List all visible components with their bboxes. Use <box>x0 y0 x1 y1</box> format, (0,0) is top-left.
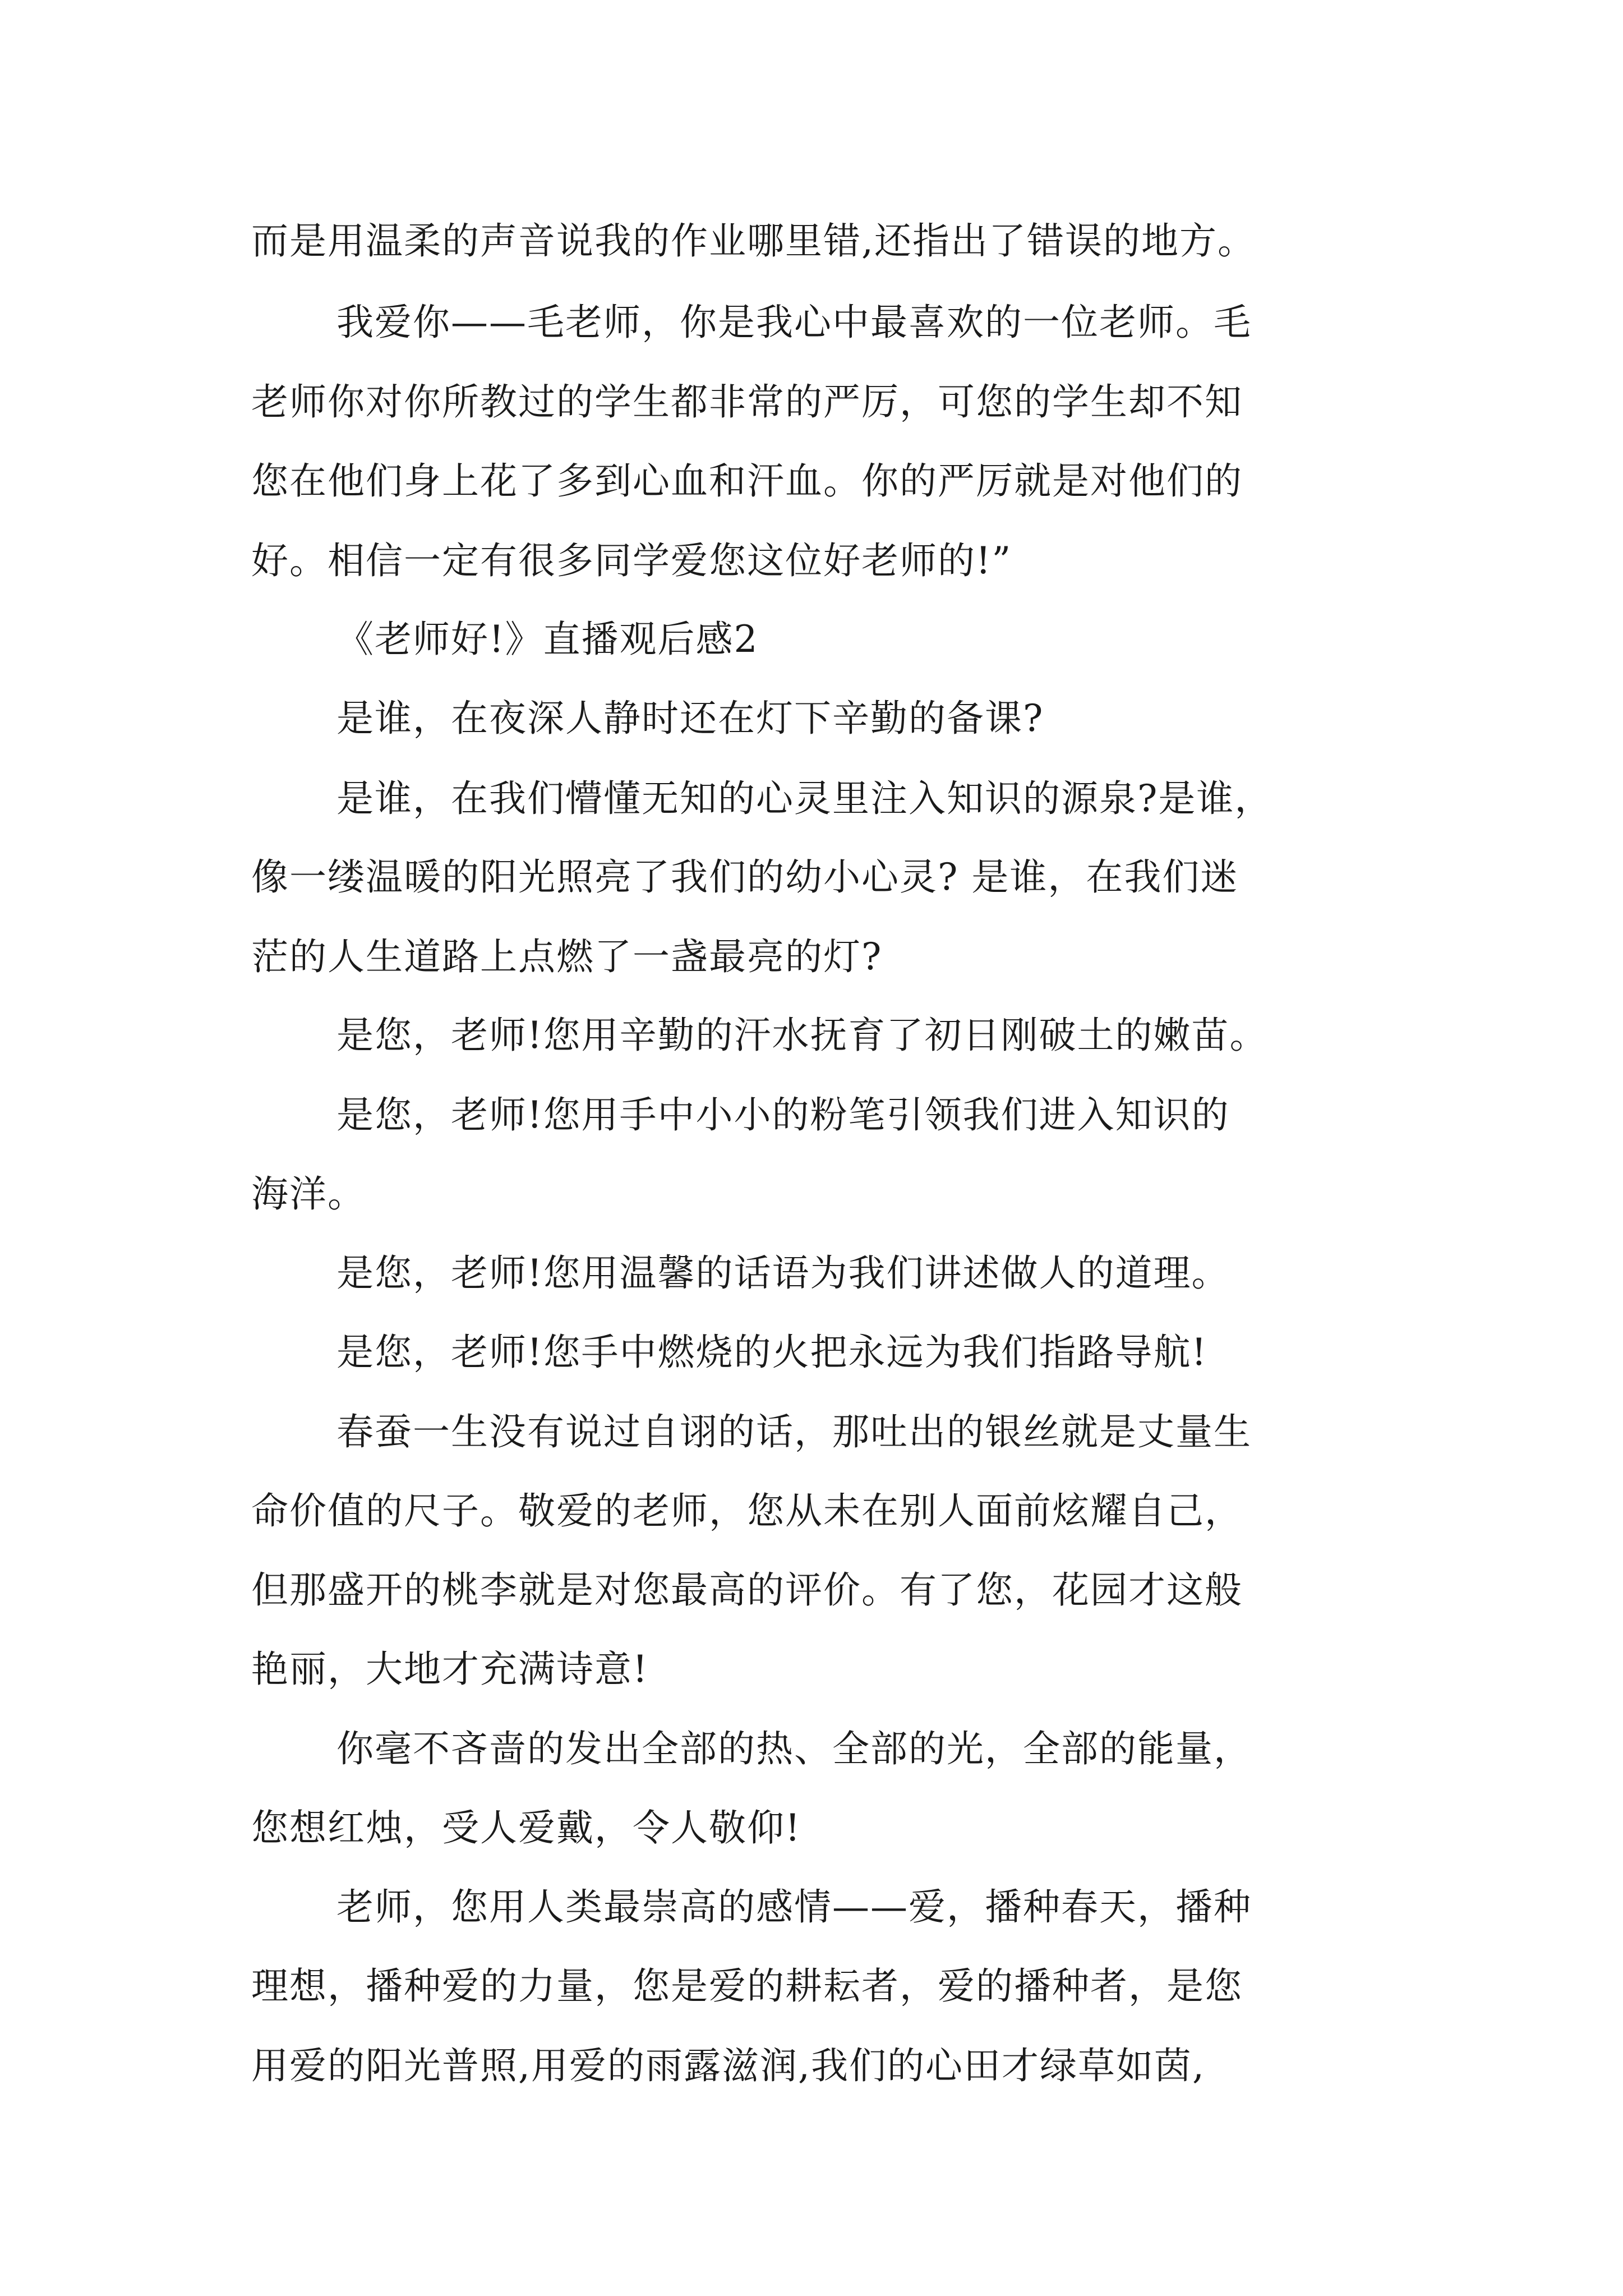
text-line: 但那盛开的桃李就是对您最高的评价。有了您，花园才这般 <box>251 1568 1243 1612</box>
text-line: 艳丽，大地才充满诗意! <box>251 1648 649 1691</box>
text-line: 用爱的阳光普照,用爱的雨露滋润,我们的心田才绿草如茵, <box>251 2044 1205 2087</box>
text-line: 海洋。 <box>251 1172 366 1216</box>
paragraph-start-line: 是您，老师!您手中燃烧的火把永远为我们指路导航! <box>336 1331 1208 1374</box>
text-line: 您在他们身上花了多到心血和汗血。你的严厉就是对他们的 <box>251 459 1243 503</box>
text-line: 老师你对你所教过的学生都非常的严厉，可您的学生却不知 <box>251 380 1243 424</box>
text-line: 命价值的尺子。敬爱的老师，您从未在别人面前炫耀自己， <box>251 1489 1243 1533</box>
section-title: 《老师好!》直播观后感2 <box>336 618 759 661</box>
paragraph-start-line: 是谁，在我们懵懂无知的心灵里注入知识的源泉?是谁， <box>336 777 1273 820</box>
text-line: 好。相信一定有很多同学爱您这位好老师的!” <box>251 539 1012 582</box>
text-line: 像一缕温暖的阳光照亮了我们的幼小心灵? 是谁，在我们迷 <box>251 855 1239 899</box>
paragraph-start-line: 你毫不吝啬的发出全部的热、全部的光，全部的能量， <box>336 1727 1252 1770</box>
text-line: 您想红烛，受人爱戴，令人敬仰! <box>251 1806 801 1849</box>
paragraph-start-line: 是您，老师!您用温馨的话语为我们讲述做人的道理。 <box>336 1251 1230 1295</box>
paragraph-start-line: 是您，老师!您用辛勤的汗水抚育了初日刚破土的嫩苗。 <box>336 1014 1268 1057</box>
paragraph-start-line: 是您，老师!您用手中小小的粉笔引领我们进入知识的 <box>336 1093 1230 1137</box>
paragraph-start-line: 春蚕一生没有说过自诩的话，那吐出的银丝就是丈量生 <box>336 1410 1252 1453</box>
text-line: 理想，播种爱的力量，您是爱的耕耘者，爱的播种者，是您 <box>251 1964 1243 2008</box>
paragraph-start-line: 我爱你——毛老师，你是我心中最喜欢的一位老师。毛 <box>336 301 1252 344</box>
text-line: 茫的人生道路上点燃了一盏最亮的灯? <box>251 935 883 978</box>
paragraph-start-line: 是谁，在夜深人静时还在灯下辛勤的备课? <box>336 697 1044 740</box>
paragraph-start-line: 老师，您用人类最崇高的感情——爱，播种春天，播种 <box>336 1885 1252 1929</box>
text-line: 而是用温柔的声音说我的作业哪里错,还指出了错误的地方。 <box>251 219 1256 263</box>
